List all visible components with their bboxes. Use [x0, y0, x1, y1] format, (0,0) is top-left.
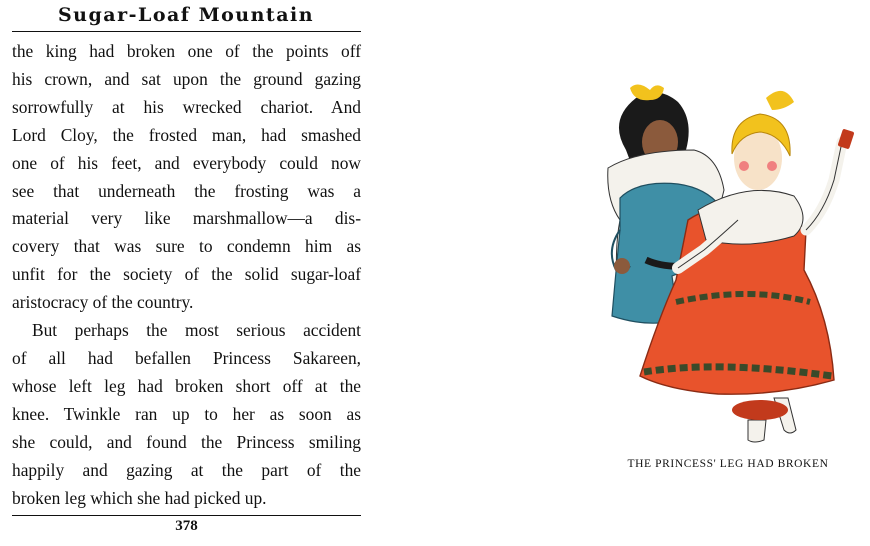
text-line: broken leg which she had picked up.: [12, 487, 267, 508]
illustration-svg: [598, 80, 858, 450]
text-line: the king had broken one of the points off: [12, 41, 361, 61]
text-line: But perhaps the most serious accident: [32, 320, 361, 341]
text-line: she could, and found the Princess smiling: [12, 431, 361, 452]
text-line: unfit for the society of the solid sugar-loaf: [12, 264, 361, 285]
text-line: see that underneath the frosting was a: [12, 180, 361, 201]
text-line: knee. Twinkle ran up to her as soon as: [12, 403, 361, 424]
text-line: material very like marshmallow—a dis-: [12, 208, 361, 229]
princess-illustration: [598, 80, 858, 450]
illustration-caption: THE PRINCESS' LEG HAD BROKEN: [627, 458, 829, 470]
left-page: [0, 0, 372, 546]
paragraph-2: [12, 317, 361, 512]
text-line: of all had befallen Princess Sakareen,: [12, 347, 361, 368]
text-line: his crown, and sat upon the ground gazing: [12, 68, 361, 89]
text-line: covery that was sure to condemn him as: [12, 236, 361, 257]
page-number: 378: [175, 518, 198, 534]
text-line: whose left leg had broken short off at the: [12, 375, 361, 396]
header-rule: [12, 31, 361, 32]
body-text: [12, 38, 361, 512]
running-head: Sugar-Loaf Mountain: [57, 4, 315, 26]
footer-rule: [12, 515, 361, 516]
text-line: Lord Cloy, the frosted man, had smashed: [12, 124, 361, 145]
text-line: one of his feet, and everybody could now: [12, 152, 361, 173]
text-line: sorrowfully at his wrecked chariot. And: [12, 96, 361, 117]
paragraph-1: [12, 38, 361, 317]
text-line: aristocracy of the country.: [12, 292, 194, 313]
text-line: happily and gazing at the part of the: [12, 459, 361, 480]
